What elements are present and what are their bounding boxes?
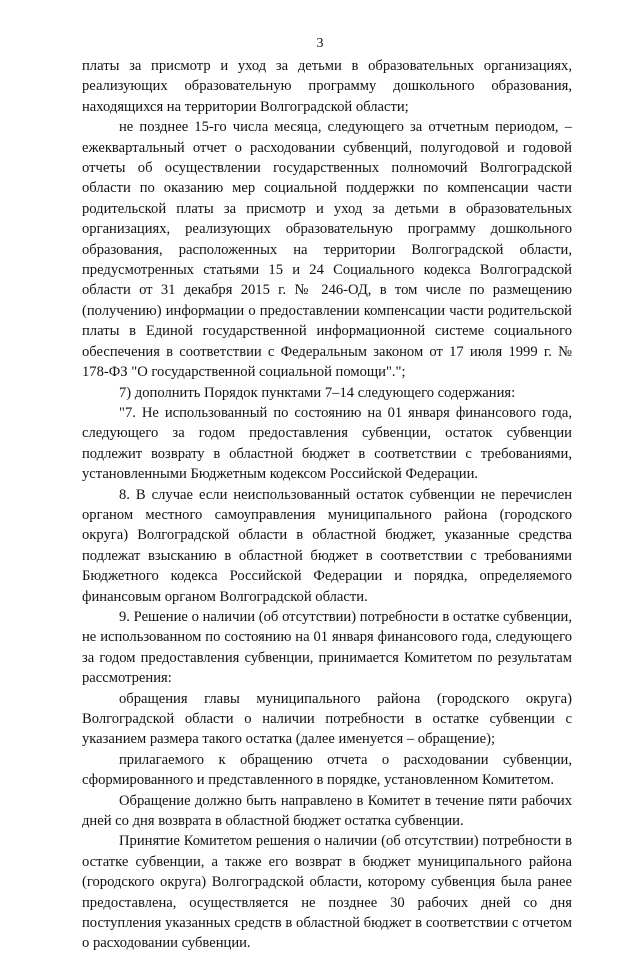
paragraph-decision: Принятие Комитетом решения о наличии (об отсутствии) потребности в остатке субвенции, а также его возврат в бюджет муниципального района (городского округа) Волгоградской области, которому субвенция была ранее предоставлена, осуществляется не позднее 30 рабочих дней со дня поступления указанных средств в областной бюджет в соответствии с отчетом о расходовании субвенции. [82,833,572,952]
paragraph-item-7: "7. Не использованный по состоянию на 01 января финансового года, следующего за годом предоставления субвенции, остаток субвенции подлежит возврату в областной бюджет в соответствии с требованиями, установленными Бюджетным кодексом Российской Федерации. [82,404,572,483]
paragraph-quarterly-report: не позднее 15-го числа месяца, следующего за отчетным периодом, – ежеквартальный отчет о расходовании субвенций, полугодовой и годовой отчеты об осуществлении государственных полномочий Волгоградской области по оказанию мер социальной поддержки по компенсации части родительской платы за присмотр и уход за детьми в образовательных организациях, реализующих образовательную программу дошкольного образования, расположенных на территории Волгоградской области, предусмотренных статьями 15 и 24 Социального кодекса Волгоградской области от 31 декабря 2015 г. № 246-ОД, в том числе по размещению (получению) информации о предоставлении компенсации части родительской платы в Единой государственной информационной системе социального обеспечения в соответствии с Федеральным законом от 17 июля 1999 г. № 178-ФЗ "О государственной социальной помощи"."; [82,119,572,381]
page-number: 3 [316,36,324,51]
paragraph-continuation: платы за присмотр и уход за детьми в образовательных организациях, реализующих образовательную программу дошкольного образования, находящихся на территории Волгоградской области; [82,58,572,115]
paragraph-amendment-7: 7) дополнить Порядок пунктами 7–14 следующего содержания: [119,384,516,401]
paragraph-attached-report: прилагаемого к обращению отчета о расходовании субвенции, сформированного и представленного в порядке, установленном Комитетом. [82,751,572,789]
paragraph-appeal: обращения главы муниципального района (городского округа) Волгоградской области о наличии потребности в остатке субвенции с указанием размера такого остатка (далее именуется – обращение); [82,690,572,748]
paragraph-item-8: 8. В случае если неиспользованный остаток субвенции не перечислен органом местного самоуправления муниципального района (городского округа) Волгоградской области в областной бюджет, указанные средства подлежат взысканию в областной бюджет в соответствии с требованиями Бюджетного кодекса Российской Федерации и порядка, определяемого финансовым органом Волгоградской области. [82,486,572,605]
paragraph-item-9: 9. Решение о наличии (об отсутствии) потребности в остатке субвенции, не использованном по состоянию на 01 января финансового года, следующего за годом предоставления субвенции, принимается Комитетом по результатам рассмотрения: [82,608,572,687]
document-body [82,56,572,954]
paragraph-appeal-deadline: Обращение должно быть направлено в Комитет в течение пяти рабочих дней со дня возврата в областной бюджет остатка субвенции. [82,792,572,830]
